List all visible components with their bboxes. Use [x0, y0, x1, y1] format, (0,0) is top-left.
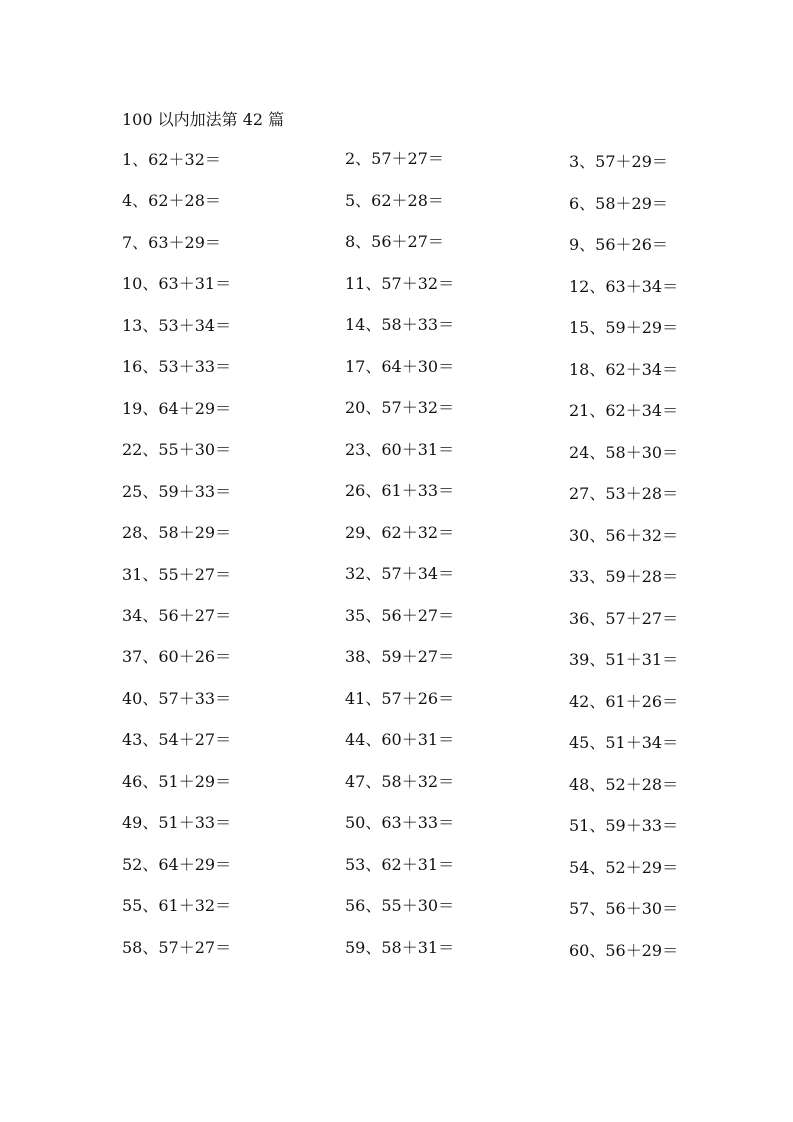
- problem-item: 22、55＋30＝: [122, 440, 232, 459]
- problem-item: 20、57＋32＝: [345, 398, 455, 417]
- problem-item: 56、55＋30＝: [345, 896, 455, 915]
- problem-item: 48、52＋28＝: [569, 775, 679, 794]
- problem-item: 31、55＋27＝: [122, 565, 232, 584]
- problem-item: 5、62＋28＝: [345, 191, 444, 210]
- problem-item: 42、61＋26＝: [569, 692, 679, 711]
- problem-item: 29、62＋32＝: [345, 523, 455, 542]
- problem-item: 54、52＋29＝: [569, 858, 679, 877]
- problem-item: 30、56＋32＝: [569, 526, 679, 545]
- problem-item: 32、57＋34＝: [345, 564, 455, 583]
- problem-item: 27、53＋28＝: [569, 484, 679, 503]
- problem-item: 55、61＋32＝: [122, 896, 232, 915]
- problem-item: 24、58＋30＝: [569, 443, 679, 462]
- problem-item: 15、59＋29＝: [569, 318, 679, 337]
- problem-item: 44、60＋31＝: [345, 730, 455, 749]
- problem-item: 52、64＋29＝: [122, 855, 232, 874]
- problem-item: 2、57＋27＝: [345, 149, 444, 168]
- problem-item: 19、64＋29＝: [122, 399, 232, 418]
- problem-item: 7、63＋29＝: [122, 233, 221, 252]
- problem-item: 12、63＋34＝: [569, 277, 679, 296]
- problem-item: 6、58＋29＝: [569, 194, 668, 213]
- problem-item: 49、51＋33＝: [122, 813, 232, 832]
- problem-item: 50、63＋33＝: [345, 813, 455, 832]
- problem-item: 33、59＋28＝: [569, 567, 679, 586]
- problem-item: 16、53＋33＝: [122, 357, 232, 376]
- problem-item: 13、53＋34＝: [122, 316, 232, 335]
- problem-item: 45、51＋34＝: [569, 733, 679, 752]
- problem-item: 41、57＋26＝: [345, 689, 455, 708]
- problem-item: 38、59＋27＝: [345, 647, 455, 666]
- problem-item: 18、62＋34＝: [569, 360, 679, 379]
- problem-item: 34、56＋27＝: [122, 606, 232, 625]
- problem-item: 28、58＋29＝: [122, 523, 232, 542]
- problem-item: 26、61＋33＝: [345, 481, 455, 500]
- problem-item: 37、60＋26＝: [122, 647, 232, 666]
- problem-item: 23、60＋31＝: [345, 440, 455, 459]
- problem-item: 57、56＋30＝: [569, 899, 679, 918]
- problem-item: 47、58＋32＝: [345, 772, 455, 791]
- problem-item: 9、56＋26＝: [569, 235, 668, 254]
- problem-item: 46、51＋29＝: [122, 772, 232, 791]
- problem-item: 14、58＋33＝: [345, 315, 455, 334]
- problem-item: 25、59＋33＝: [122, 482, 232, 501]
- problem-item: 59、58＋31＝: [345, 938, 455, 957]
- problem-item: 43、54＋27＝: [122, 730, 232, 749]
- problem-item: 39、51＋31＝: [569, 650, 679, 669]
- problem-item: 3、57＋29＝: [569, 152, 668, 171]
- worksheet-title: 100 以内加法第 42 篇: [122, 110, 285, 129]
- problem-item: 53、62＋31＝: [345, 855, 455, 874]
- problem-item: 11、57＋32＝: [345, 274, 455, 293]
- problem-item: 60、56＋29＝: [569, 941, 679, 960]
- problem-item: 51、59＋33＝: [569, 816, 679, 835]
- problem-item: 36、57＋27＝: [569, 609, 679, 628]
- problem-item: 58、57＋27＝: [122, 938, 232, 957]
- problem-item: 1、62＋32＝: [122, 150, 221, 169]
- problem-item: 10、63＋31＝: [122, 274, 232, 293]
- problem-item: 17、64＋30＝: [345, 357, 455, 376]
- problem-item: 40、57＋33＝: [122, 689, 232, 708]
- problem-item: 21、62＋34＝: [569, 401, 679, 420]
- problem-item: 4、62＋28＝: [122, 191, 221, 210]
- problem-item: 8、56＋27＝: [345, 232, 444, 251]
- problem-item: 35、56＋27＝: [345, 606, 455, 625]
